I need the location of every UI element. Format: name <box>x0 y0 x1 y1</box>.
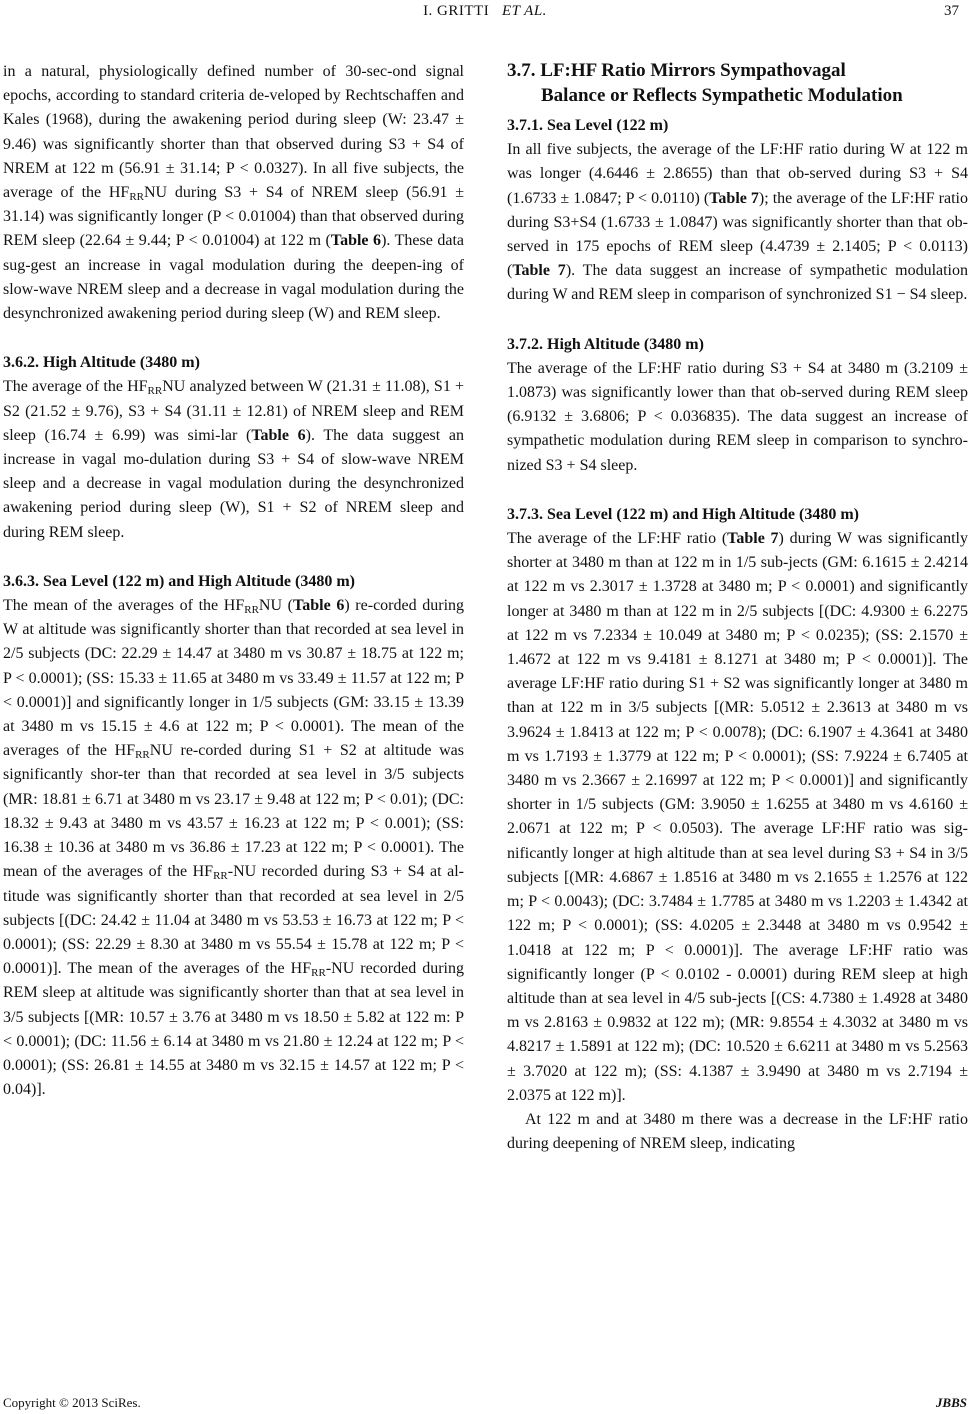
paragraph-sea-level-hf <box>3 60 464 326</box>
text-run: The average of the HF <box>3 378 148 396</box>
subscript: RR <box>213 870 228 883</box>
text-run: -NU recorded during S3 + S4 at al-titude was significantly shorter than that recorded at sea level in 2/5 subjects [(DC: 24.42 ± 11.04 at 3480 m vs 53.53 ± 16.73 at 122 m; P < 0.0001); (SS: 22.29 ± 8.30 at 3480 m vs 55.54 ± 15.78 at 122 m; P < 0.0001)]. The mean of the averages of the HF <box>3 863 465 978</box>
subscript: RR <box>311 967 326 980</box>
page-number: 37 <box>944 3 959 19</box>
text-run: ). The data suggest an increase of sympathetic modulation during W and REM sleep in comparison of synchronized S1 − S4 sleep. <box>507 262 969 304</box>
left-column <box>3 60 464 1102</box>
copyright-notice: Copyright © 2013 SciRes. <box>3 1395 141 1410</box>
running-head-authors <box>0 3 970 20</box>
page-header <box>0 0 970 30</box>
text-run: -NU recorded during REM sleep at altitude was significantly shorter than that at sea level in 3/5 subjects [(MR: 10.57 ± 3.76 at 3480 m vs 18.50 ± 5.82 at 122 m: P < 0.0001); (DC: 11.56 ± 6.14 at 3480 m vs 21.80 ± 12.24 at 122 m; P < 0.0001); (SS: 26.81 ± 14.55 at 3480 m vs 32.15 ± 14.57 at 122 m; P < 0.04)]. <box>3 960 464 1099</box>
paragraph-high-altitude-hf <box>3 375 464 544</box>
text-run: in a natural, physiologically defined number of 30-sec-ond signal epochs, according to standard criteria de-veloped by Rechtschaffen and Kales (1968), during the awakening period during sleep (W: 23.47 ± 9.46) was significantly shorter than that observed during S3 + S4 of NREM at 122 m (56.91 ± 31.14; P < 0.0327). In all five subjects, the average of the HF <box>3 63 464 202</box>
table-reference[interactable]: Table 7 <box>512 262 566 280</box>
text-run: ) during W was significantly shorter at 3480 m than at 122 m in 1/5 sub-jects (GM: 6.1615 ± 2.4214 at 122 m vs 2.3017 ± 1.3728 at 3480 m; P < 0.0001) and significantly longer at 3480 m than at 122 m in 2/5 subjects [(DC: 4.9300 ± 6.2275 at 122 m vs 7.2334 ± 10.049 at 3480 m; P < 0.0235); (SS: 2.1570 ± 1.4672 at 122 m vs 9.4181 ± 8.1271 at 3480 m; P < 0.0001)]. The average LF:HF ratio during S1 + S2 was significantly longer at 3480 m than at 122 m in 3/5 subjects [(MR: 5.0512 ± 2.3613 at 3480 m vs 3.9624 ± 1.8413 at 122 m; P < 0.0078); (DC: 6.1907 ± 4.3641 at 3480 m vs 1.7193 ± 1.3779 at 122 m; P < 0.0001); (SS: 7.9224 ± 6.7405 at 3480 m vs 2.3667 ± 2.16997 at 122 m; P < 0.0001)] and significantly shorter in 1/5 subjects (GM: 3.9050 ± 1.6255 at 3480 m vs 4.6160 ± 2.0671 at 122 m; P < 0.0503). The average LF:HF ratio was sig-nificantly longer at high altitude than at sea level during S3 + S4 in 3/5 subjects [(MR: 4.6867 ± 1.8516 at 3480 m vs 2.1655 ± 1.2576 at 122 m; P < 0.0043); (DC: 3.7484 ± 1.7785 at 3480 m vs 1.2203 ± 1.4342 at 122 m; P < 0.0001); (SS: 4.0205 ± 2.3448 at 3480 m vs 0.9542 ± 1.0418 at 122 m; P < 0.0001)]. The average LF:HF ratio was significantly longer (P < 0.0102 - 0.0001) during REM sleep at high altitude than at sea level in 4/5 sub-jects [(CS: 4.7380 ± 1.4928 at 3480 m vs 2.8163 ± 0.9832 at 122 m); (MR: 9.8554 ± 4.3032 at 3480 m vs 4.8217 ± 1.5891 at 122 m); (DC: 10.520 ± 6.6211 at 3480 m vs 5.2563 ± 3.7020 at 122 m); (SS: 4.1387 ± 3.9490 at 3480 m vs 2.7194 ± 2.0375 at 122 m)]. <box>507 530 968 1104</box>
table-reference[interactable]: Table 7 <box>709 189 759 207</box>
table-reference[interactable]: Table 6 <box>330 232 382 250</box>
paragraph-sea-vs-altitude-hf <box>3 594 464 1102</box>
section-heading-3-7-3: 3.7.3. Sea Level (122 m) and High Altitude (3480 m) <box>507 505 859 523</box>
text-run: ). These data sug-gest an increase in vagal modulation during the deepen-ing of slow-wave NREM sleep and a decrease in vagal modulation during the desynchronized awakening period during sleep (W) and REM sleep. <box>3 232 465 323</box>
text-run: NU analyzed between W (21.31 ± 11.08), S1 + S2 (21.52 ± 9.76), S3 + S4 (31.11 ± 12.81) of NREM sleep and REM sleep (16.74 ± 6.99) was simi-lar ( <box>3 378 464 444</box>
text-run: NU during S3 + S4 of NREM sleep (56.91 ± 31.14) was significantly longer (P < 0.01004) than that observed during REM sleep (22.64 ± 9.44; P < 0.01004) at 122 m ( <box>3 184 464 250</box>
text-run: In all five subjects, the average of the LF:HF ratio during W at 122 m was longer (4.6446 ± 2.8655) than that ob-served during S3 + S4 (1.6733 ± 1.0847; P < 0.0110) ( <box>507 141 968 207</box>
paragraph-sea-level-lfhf <box>507 138 968 307</box>
paragraph-nrem-decrease: At 122 m and at 3480 m there was a decrease in the LF:HF ratio during deepening of NREM sleep, indicating <box>507 1110 968 1153</box>
subscript: RR <box>129 191 144 204</box>
page-footer <box>0 1395 970 1413</box>
heading-line: Balance or Reflects Sympathetic Modulation <box>541 85 903 106</box>
table-reference[interactable]: Table 7 <box>727 530 779 548</box>
table-reference[interactable]: Table 6 <box>293 597 345 615</box>
section-heading-3-6-2: 3.6.2. High Altitude (3480 m) <box>3 354 200 372</box>
table-reference[interactable]: Table 6 <box>251 426 306 444</box>
author-name: I. GRITTI <box>423 3 490 19</box>
section-heading-3-7-2: 3.7.2. High Altitude (3480 m) <box>507 335 704 353</box>
heading-line: 3.7. LF:HF Ratio Mirrors Sympathovagal <box>507 60 846 81</box>
section-heading-3-6-3: 3.6.3. Sea Level (122 m) and High Altitude (3480 m) <box>3 572 355 590</box>
journal-abbrev: JBBS <box>935 1395 967 1410</box>
subscript: RR <box>244 604 259 617</box>
text-run: ). The data suggest an increase in vagal mo-dulation during S3 + S4 of slow-wave NREM sleep and a decrease in vagal modulation during the desynchronized awakening period during sleep (W), S1 + S2 of NREM sleep and during REM sleep. <box>3 426 464 541</box>
et-al: ET AL. <box>501 3 547 19</box>
section-heading-3-7-1: 3.7.1. Sea Level (122 m) <box>507 117 669 134</box>
text-run: NU re-corded during S1 + S2 at altitude was significantly shor-ter than that recorded at sea level in 3/5 subjects (MR: 18.81 ± 6.71 at 3480 m vs 23.17 ± 9.48 at 122 m; P < 0.01); (DC: 18.32 ± 9.43 at 3480 m vs 43.57 ± 16.23 at 122 m; P < 0.001); (SS: 16.38 ± 10.36 at 3480 m vs 36.86 ± 17.23 at 122 m; P < 0.0001). The mean of the averages of the HF <box>3 742 464 881</box>
text-run: ) re-corded during W at altitude was significantly shorter than that recorded at sea level in 2/5 subjects (DC: 22.29 ± 14.47 at 3480 m vs 30.87 ± 18.75 at 122 m; P < 0.0001); (SS: 15.33 ± 11.65 at 3480 m vs 33.49 ± 11.57 at 122 m; P < 0.0001)] and significantly longer in 1/5 subjects (GM: 33.15 ± 13.39 at 3480 m vs 15.15 ± 4.6 at 122 m; P < 0.0001). The mean of the averages of the HF <box>3 597 465 760</box>
text-run: The mean of the averages of the HF <box>3 597 245 615</box>
paragraph-sea-vs-altitude-lfhf <box>507 527 968 1108</box>
text-run: The average of the LF:HF ratio ( <box>507 530 728 548</box>
right-column <box>507 58 968 1156</box>
text-run: ); the average of the LF:HF ratio during S3+S4 (1.6733 ± 1.0847) was significantly shorter than that ob-served in 175 epochs of REM sleep (4.4739 ± 2.1405; P < 0.0113) ( <box>507 189 969 280</box>
subscript: RR <box>135 749 150 762</box>
text-run: NU ( <box>258 597 294 615</box>
subscript: RR <box>147 385 163 398</box>
section-heading-3-7 <box>507 58 968 108</box>
paragraph-high-altitude-lfhf: The average of the LF:HF ratio during S3 + S4 at 3480 m (3.2109 ± 1.0873) was significantly lower than that ob-served during REM sleep (6.9132 ± 3.6806; P < 0.036835). The data suggest an increase of sympathetic modulation during REM sleep in comparison to synchro-nized S3 + S4 sleep. <box>507 359 968 474</box>
